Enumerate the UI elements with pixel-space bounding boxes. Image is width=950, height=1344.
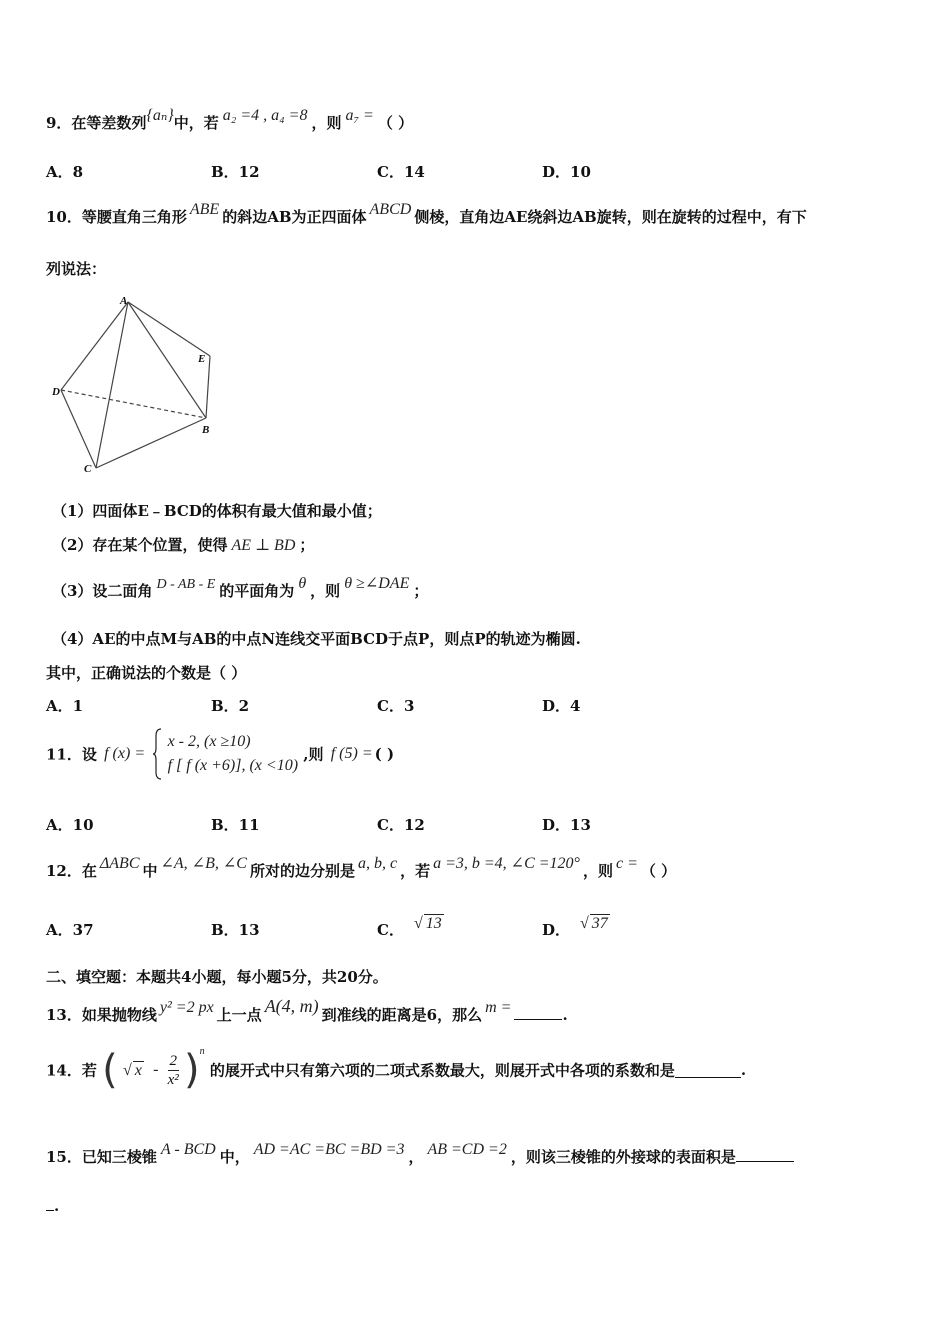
q10-option-a[interactable]: A．1 — [46, 697, 84, 715]
q9-sequence: {aₙ} — [146, 107, 174, 124]
left-paren-icon: ( — [102, 1047, 118, 1093]
q10-option-b[interactable]: B．2 — [211, 697, 250, 715]
q12-option-c-value: √ 13 — [413, 915, 442, 932]
q10-option-c[interactable]: C．3 — [377, 697, 415, 715]
q11-case-2: f [ f (x +6)], (x <10) — [167, 757, 299, 774]
q10-text: 的斜边AB为正四面体 — [222, 208, 367, 226]
q14-answer-blank[interactable] — [675, 1063, 741, 1078]
q12-triangle: ΔABC — [99, 855, 140, 872]
q11-option-d[interactable]: D．13 — [542, 816, 591, 834]
q9-option-d[interactable]: D．10 — [542, 163, 591, 181]
q15-period: . — [54, 1197, 60, 1215]
q14-exponent: n — [199, 1046, 205, 1057]
q10-s3-inequality: θ ≥∠DAE — [344, 575, 410, 592]
q11-function: f (x) = — [104, 745, 146, 762]
q12-option-c-label: C． — [377, 921, 404, 939]
q13-point: A(4, m) — [264, 996, 319, 1016]
q10-statement-4: （4）AE的中点M与AB的中点N连线交平面BCD于点P，则点P的轨迹为椭圆. — [52, 630, 581, 648]
q14-denominator: x² — [167, 1071, 179, 1088]
question-9 — [46, 107, 414, 133]
q12-text: ，若 — [400, 862, 431, 880]
q14-radicand: x — [134, 1061, 142, 1079]
q14-fraction — [168, 1052, 179, 1089]
question-11 — [46, 728, 394, 780]
q12-sides: a, b, c — [357, 855, 398, 872]
q11-option-b[interactable]: B．11 — [211, 816, 260, 834]
q13-text: 13．如果抛物线 — [46, 1006, 157, 1024]
q10-s2-text: ； — [299, 536, 315, 554]
q12-text: ，则 — [582, 862, 613, 880]
q10-s2-math: AE ⊥ BD — [231, 537, 296, 554]
question-15 — [46, 1141, 794, 1167]
q14-minus: - — [153, 1061, 159, 1078]
q15-condition-1: AD =AC =BC =BD =3 — [253, 1141, 405, 1158]
question-12 — [46, 855, 677, 881]
q14-root: √ x — [122, 1061, 142, 1079]
q14-period: . — [740, 1061, 747, 1079]
q15-text: ，则该三棱锥的外接球的表面积是 — [510, 1148, 736, 1166]
q10-ask: 其中，正确说法的个数是（ ） — [46, 664, 247, 682]
q12-paren: （ ） — [640, 862, 677, 880]
q13-period: . — [562, 1006, 568, 1024]
q15-pyramid: A - BCD — [160, 1141, 216, 1158]
q15-line2 — [46, 1196, 59, 1215]
q12-option-c[interactable] — [377, 912, 444, 939]
q13-text: 到准线的距离是6，那么 — [321, 1006, 483, 1024]
q9-text: 中，若 — [173, 114, 219, 132]
q15-separator: ， — [408, 1148, 424, 1166]
q10-s3-text: ，则 — [310, 582, 341, 600]
q11-option-c[interactable]: C．12 — [377, 816, 425, 834]
q10-s3-theta: θ — [298, 575, 307, 592]
q10-statement-3 — [52, 575, 429, 601]
figure-label-c: C — [84, 463, 92, 475]
q11-paren: ( ) — [374, 745, 395, 763]
q10-text: 侧棱，直角边AE绕斜边AB旋转，则在旋转的过程中，有下 — [414, 208, 807, 226]
q12-option-d-label: D． — [542, 921, 571, 939]
q10-line2: 列说法： — [46, 260, 107, 278]
q10-statement-1: （1）四面体E﹣BCD的体积有最大值和最小值； — [52, 502, 382, 520]
section-2-heading: 二、填空题：本题共4小题，每小题5分，共20分。 — [46, 968, 388, 986]
q14-text: 的展开式中只有第六项的二项式系数最大，则展开式中各项的系数和是 — [209, 1061, 675, 1080]
question-13 — [46, 996, 568, 1025]
q13-text: 上一点 — [216, 1006, 262, 1024]
q12-angles: ∠A, ∠B, ∠C — [160, 855, 247, 872]
q10-s3-text: 的平面角为 — [219, 582, 295, 600]
q9-text: ，则 — [311, 114, 342, 132]
q13-answer-blank[interactable] — [514, 1005, 562, 1020]
q10-triangle: ABE — [189, 201, 220, 218]
q12-option-d-value: √ 37 — [580, 915, 608, 932]
q11-target: f (5) = — [330, 745, 373, 762]
q9-text: 9．在等差数列 — [46, 114, 147, 132]
q12-text: 中 — [142, 862, 158, 880]
q15-answer-blank-cont[interactable] — [46, 1196, 54, 1211]
q12-option-d-radicand: 37 — [591, 915, 608, 932]
q9-paren: （ ） — [377, 114, 414, 132]
figure-label-d: D — [52, 386, 60, 398]
q14-numerator: 2 — [169, 1052, 177, 1069]
q14-text: 14．若 — [46, 1061, 97, 1080]
figure-label-e: E — [198, 353, 206, 365]
q11-case-1: x - 2, (x ≥10) — [167, 733, 251, 750]
figure-label-a: A — [120, 295, 128, 307]
q10-s3-text: （3）设二面角 — [52, 582, 153, 600]
question-14 — [46, 1046, 747, 1093]
q12-text: 12．在 — [46, 862, 97, 880]
q12-option-a[interactable]: A．37 — [46, 921, 94, 939]
left-brace-icon — [152, 728, 162, 780]
q9-option-c[interactable]: C．14 — [377, 163, 425, 181]
q13-target: m = — [485, 999, 512, 1016]
q15-answer-blank[interactable] — [736, 1147, 794, 1162]
question-10 — [46, 201, 807, 227]
q13-parabola: y² =2 px — [159, 999, 214, 1016]
q15-text: 中， — [219, 1148, 250, 1166]
q9-target: a₇ = — [345, 107, 374, 124]
tetrahedron-figure — [48, 292, 228, 478]
q11-option-a[interactable]: A．10 — [46, 816, 94, 834]
q12-target: c = — [615, 855, 638, 872]
q10-s3-text: ； — [413, 582, 429, 600]
q10-s2-text: （2）存在某个位置，使得 — [52, 536, 228, 554]
q12-option-b[interactable]: B．13 — [211, 921, 260, 939]
q9-option-a[interactable]: A．8 — [46, 163, 84, 181]
q9-option-b[interactable]: B．12 — [211, 163, 260, 181]
q11-text: ,则 — [303, 745, 324, 764]
q10-statement-2 — [52, 534, 314, 555]
q11-text: 11．设 — [46, 745, 97, 764]
q12-option-d[interactable] — [542, 912, 610, 939]
q10-tetrahedron: ABCD — [369, 201, 412, 218]
figure-label-b: B — [202, 424, 210, 436]
q12-text: 所对的边分别是 — [249, 862, 355, 880]
q15-text: 15．已知三棱锥 — [46, 1148, 157, 1166]
q10-option-d[interactable]: D．4 — [542, 697, 581, 715]
right-paren-icon: ) — [184, 1047, 200, 1093]
q10-text: 10．等腰直角三角形 — [46, 208, 187, 226]
q12-condition: a =3, b =4, ∠C =120° — [433, 855, 580, 872]
q15-condition-2: AB =CD =2 — [427, 1141, 507, 1158]
q12-option-c-radicand: 13 — [425, 915, 442, 932]
q9-condition: a₂ =4 , a₄ =8 — [222, 107, 308, 124]
q10-s3-dihedral: D - AB - E — [156, 577, 216, 592]
